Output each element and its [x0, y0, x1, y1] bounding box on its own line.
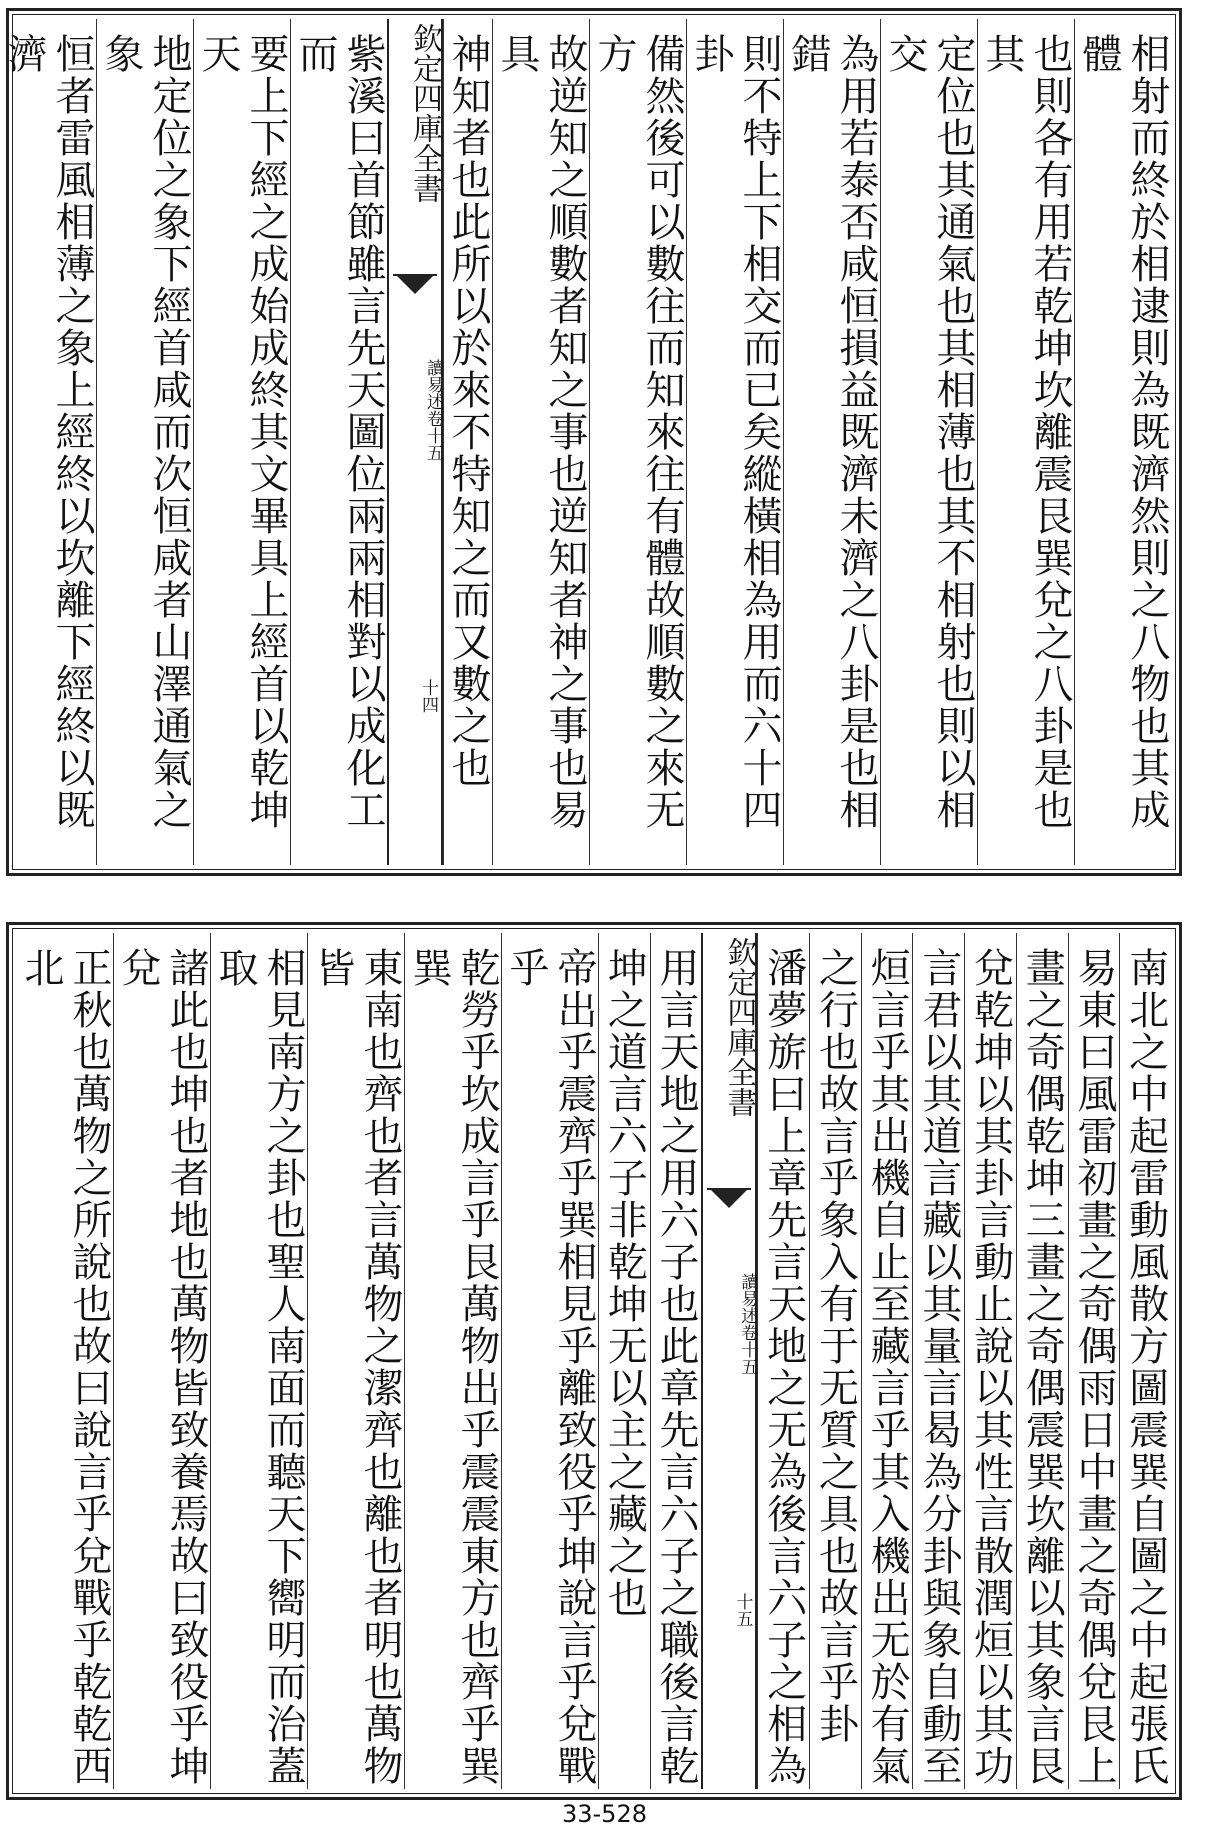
text-column: 之行也故言乎象入有于无質之具也故言乎卦 [809, 933, 861, 1789]
text-column: 相見南方之卦也聖人南面而聽天下嚮明而治蓋取 [210, 933, 307, 1789]
center-title: 欽定四庫全書 [407, 23, 442, 203]
bottom-page-columns [17, 933, 1171, 1789]
top-page-columns [1, 19, 1171, 865]
text-column: 乾勞乎坎成言乎艮萬物出乎震震東方也齊乎巽巽 [404, 933, 501, 1789]
text-column: 也則各有用若乾坤坎離震艮巽兌之八卦是也其 [977, 19, 1074, 865]
fish-tail-mark [393, 274, 437, 304]
center-book-info [703, 1273, 758, 1375]
text-column: 言君以其道言藏以其量言曷為分卦與象自動至 [912, 933, 964, 1789]
text-column: 潘夢旂曰上章先言天地之无為後言六子之相為 [757, 933, 809, 1789]
center-fold [701, 933, 757, 1789]
text-column: 畫之奇偶乾坤三畫之奇偶震巽坎離以其象言艮 [1016, 933, 1068, 1789]
text-column: 用言天地之用六子也此章先言六子之職後言乾 [650, 933, 702, 1789]
text-column: 恒者雷風相薄之象上經終以坎離下經終以既濟 [0, 19, 96, 865]
text-column: 備然後可以數往而知來往有體故順數之來无方 [589, 19, 686, 865]
center-book-title: 讀易述 [423, 359, 443, 410]
text-column: 南北之中起雷動風散方圖震巽自圖之中起張氏 [1119, 933, 1171, 1789]
text-column: 則不特上下相交而已矣縱橫相為用而六十四卦 [686, 19, 783, 865]
bottom-page-frame [6, 922, 1182, 1800]
text-column: 神知者也此所以於來不特知之而又數之也 [443, 19, 492, 865]
center-title: 欽定四庫全書 [721, 937, 757, 1117]
text-column: 地定位之象下經首咸而次恒咸者山澤通氣之象 [96, 19, 193, 865]
text-column: 諸此也坤也者地也萬物皆致養焉故曰致役乎坤兌 [113, 933, 210, 1789]
text-column: 相射而終於相逮則為既濟然則之八物也其成體 [1074, 19, 1171, 865]
center-fold [387, 19, 443, 865]
center-book-info [389, 359, 441, 461]
text-column: 為用若泰否咸恒損益既濟未濟之八卦是也相錯 [783, 19, 880, 865]
text-column: 紫溪曰首節雖言先天圖位兩兩相對以成化工而 [290, 19, 387, 865]
text-column: 要上下經之成始成終其文畢具上經首以乾坤天 [193, 19, 290, 865]
center-book-title: 讀易述 [737, 1273, 758, 1324]
fish-tail-mark [707, 1188, 751, 1218]
center-volume: 卷十五 [423, 410, 443, 461]
text-column: 故逆知之順數者知之事也逆知者神之事也易具 [492, 19, 589, 865]
text-column: 易東曰風雷初畫之奇偶雨日中畫之奇偶兌艮上 [1068, 933, 1120, 1789]
center-page-number: 十五 [732, 1593, 753, 1627]
text-column: 定位也其通氣也其相薄也其不相射也則以相交 [880, 19, 977, 865]
center-volume: 卷十五 [737, 1324, 758, 1375]
text-column: 東南也齊也者言萬物之潔齊也離也者明也萬物皆 [307, 933, 404, 1789]
text-column: 兌乾坤以其卦言動止說以其性言散潤烜以其功 [964, 933, 1016, 1789]
center-page-number: 十四 [418, 679, 438, 713]
text-column: 正秋也萬物之所說也故曰說言乎兌戰乎乾乾西北 [17, 947, 112, 1787]
text-column: 帝出乎震齊乎巽相見乎離致役乎坤說言乎兌戰乎 [501, 933, 598, 1789]
page-footer-number: 33-528 [561, 1800, 647, 1828]
text-column: 烜言乎其出機自止至藏言乎其入機出无於有氣 [861, 933, 913, 1789]
text-column: 坤之道言六子非乾坤无以主之藏之也 [598, 933, 650, 1789]
top-page-frame [1, 8, 1182, 876]
